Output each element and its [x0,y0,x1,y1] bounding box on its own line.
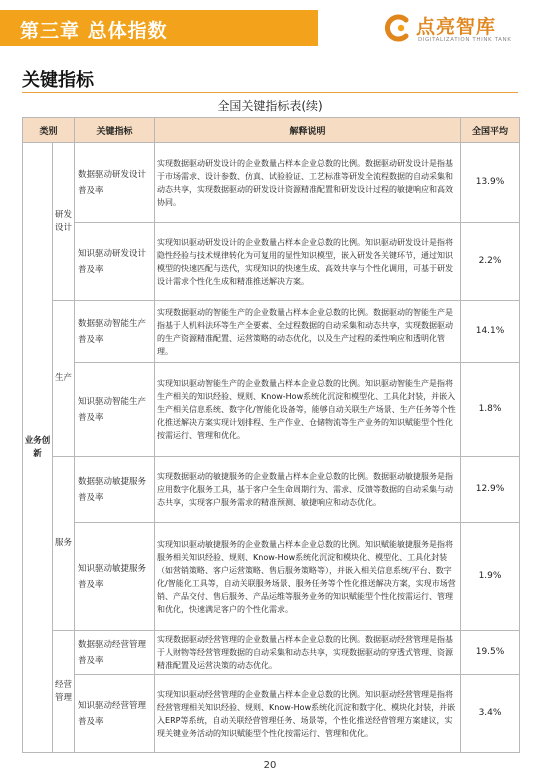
subcategory-cell: 经营管理 [53,631,75,753]
subcategory-cell: 研发设计 [53,143,75,301]
indicator-cell: 知识驱动经营管理普及率 [75,675,155,753]
table-header-row [23,118,520,143]
description-cell: 实现知识驱动研发设计的企业数量占样本企业总数的比例。知识驱动研发设计是指将隐性经验与技术规律转化为可复用的显性知识模型，嵌入研发各关键环节，通过知识模型的快速匹配与迭代，实现知识的快速生成、高效共享与个性化调用，可基于研发设计需求个性化生成和精准推送解决方案。 [155,223,461,301]
subcategory-cell: 服务 [53,457,75,631]
value-cell: 19.5% [461,631,520,675]
value-cell: 13.9% [461,143,520,223]
brand-logo-icon [384,14,412,42]
table-row [23,143,520,223]
value-cell: 3.4% [461,675,520,753]
brand-name: 点亮智库 [416,16,497,38]
description-cell: 实现知识驱动经营管理的企业数量占样本企业总数的比例。知识驱动经营管理是指将经营管理相关知识经验、规则、Know-How系统化沉淀和数字化、模块化封装，并嵌入ERP等系统，自动关联经营管理任务、场景等，个性化推送经营管理方案建议，实现关键业务活动的知识赋能型个性化按需运行、管理和优化。 [155,675,461,753]
indicator-cell: 数据驱动经营管理普及率 [75,631,155,675]
value-cell: 1.8% [461,363,520,457]
table-row [23,301,520,363]
table-row [23,631,520,675]
key-indicator-table [22,117,520,753]
description-cell: 实现知识驱动敏捷服务的企业数量占样本企业总数的比例。知识赋能敏捷服务是指将服务相关知识经验、规则、Know-How系统化沉淀和模块化、模型化、工具化封装（如营销策略、客户运营策略、售后服务策略等），并嵌入相关信息系统/平台、数字化/智能化工具等，自动关联服务场景、服务任务等个性化推送解决方案，实现市场营销、产品交付、售后服务、产品运维等服务业务的知识赋能型个性化按需运行、管理和优化，快速满足客户的个性化需求。 [155,523,461,631]
value-cell: 14.1% [461,301,520,363]
indicator-cell: 数据驱动敏捷服务普及率 [75,457,155,523]
description-cell: 实现知识驱动智能生产的企业数量占样本企业总数的比例。知识驱动智能生产是指将生产相关的知识经验、规则、Know-How系统化沉淀和模型化、工具化封装，并嵌入生产相关信息系统、数字化/智能化设备等，能够自动关联生产场景、生产任务等个性化推送解决方案实现计划排程、生产作业、仓储物流等生产业务的知识赋能型个性化按需运行、管理和优化。 [155,363,461,457]
description-cell: 实现数据驱动的智能生产的企业数量占样本企业总数的比例。数据驱动的智能生产是指基于人机料法环等生产全要素、全过程数据的自动采集和动态共享，实现数据驱动的生产资源精准配置、运营策略的动态优化，以及生产过程的柔性响应和透明化管理。 [155,301,461,363]
header-category: 类别 [23,118,75,143]
chapter-title: 第三章 总体指数 [20,20,168,42]
indicator-cell: 数据驱动智能生产普及率 [75,301,155,363]
category-cell: 业务创新 [23,143,53,753]
table-caption: 全国关键指标表(续) [217,99,323,113]
table-row [23,223,520,301]
header-indicator: 关键指标 [75,118,155,143]
indicator-cell: 知识驱动智能生产普及率 [75,363,155,457]
value-cell: 1.9% [461,523,520,631]
description-cell: 实现数据驱动的敏捷服务的企业数量占样本企业总数的比例。数据驱动敏捷服务是指应用数字化服务工具，基于客户全生命周期行为、需求、反馈等数据的自动采集与动态共享，实现客户服务需求的精准预测、敏捷响应和动态优化。 [155,457,461,523]
indicator-cell: 数据驱动研发设计普及率 [75,143,155,223]
subcategory-cell: 生产 [53,301,75,457]
description-cell: 实现数据驱动研发设计的企业数量占样本企业总数的比例。数据驱动研发设计是指基于市场需求、设计参数、仿真、试验验证、工艺标准等研发全流程数据的自动采集和动态共享，实现数据驱动的研发设计资源精准配置和研发设计过程的敏捷响应和高效协同。 [155,143,461,223]
header-national-average: 全国平均 [461,118,520,143]
table-row [23,523,520,631]
description-cell: 实现数据驱动经营管理的企业数量占样本企业总数的比例。数据驱动经营管理是指基于人财物等经营管理数据的自动采集和动态共享，实现数据驱动的穿透式管理、资源精准配置及运营决策的动态优化。 [155,631,461,675]
page-number: 20 [263,760,277,771]
header-description: 解释说明 [155,118,461,143]
section-title: 关键指标 [22,70,94,91]
section-divider [22,92,518,93]
indicator-cell: 知识驱动敏捷服务普及率 [75,523,155,631]
table-row [23,363,520,457]
brand-tagline: DIGITALIZATION THINK TANK [418,37,512,43]
table-row [23,457,520,523]
value-cell: 2.2% [461,223,520,301]
indicator-cell: 知识驱动研发设计普及率 [75,223,155,301]
table-row [23,675,520,753]
value-cell: 12.9% [461,457,520,523]
page-header [0,0,540,58]
